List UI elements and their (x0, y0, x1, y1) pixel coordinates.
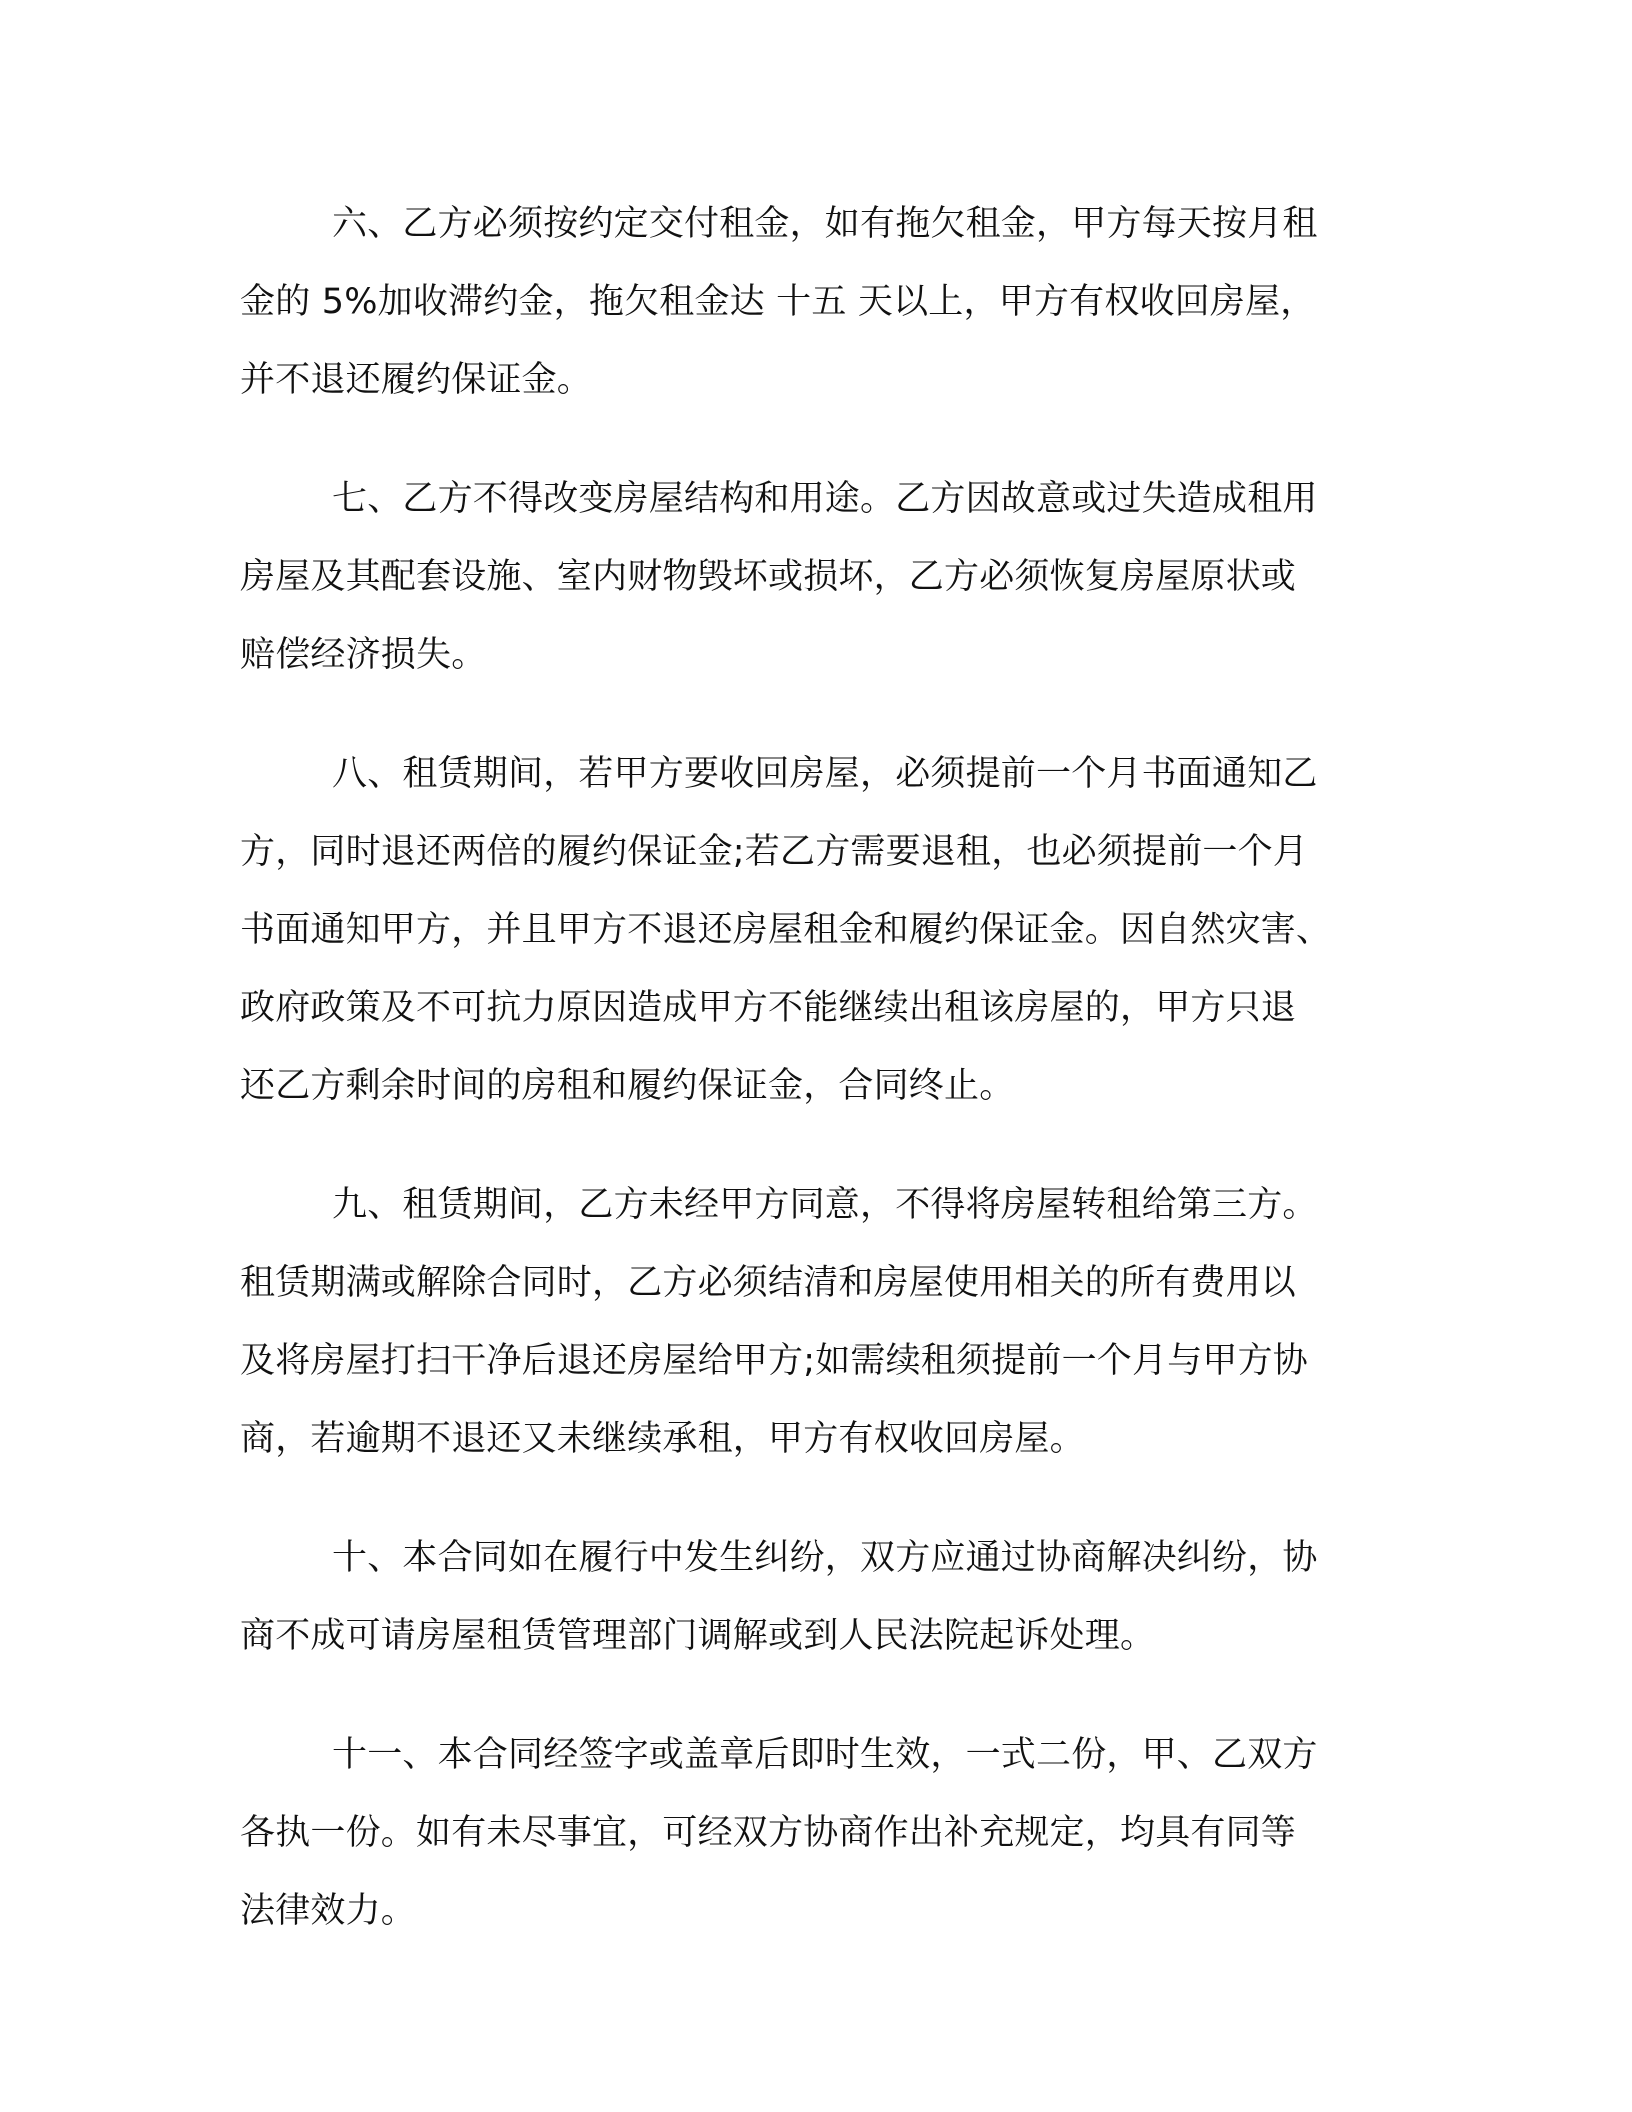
clause-line: 租赁期满或解除合同时，乙方必须结清和房屋使用相关的所有费用以 (240, 1263, 1297, 1303)
clause-9 (240, 1166, 1380, 1478)
clause-8 (240, 735, 1380, 1125)
clause-7 (240, 460, 1380, 694)
clause-line: 政府政策及不可抗力原因造成甲方不能继续出租该房屋的，甲方只退 (240, 988, 1297, 1028)
clause-line: 十一、本合同经签字或盖章后即时生效，一式二份，甲、乙双方 (332, 1735, 1318, 1775)
clause-line: 金的 5%加收滞约金，拖欠租金达 十五 天以上，甲方有权收回房屋， (240, 282, 1316, 322)
clause-line: 商，若逾期不退还又未继续承租，甲方有权收回房屋。 (240, 1419, 1085, 1459)
clause-line: 九、租赁期间，乙方未经甲方同意，不得将房屋转租给第三方。 (332, 1185, 1318, 1225)
contract-body (240, 185, 1380, 1991)
clause-line: 法律效力。 (240, 1891, 417, 1931)
clause-line: 商不成可请房屋租赁管理部门调解或到人民法院起诉处理。 (240, 1616, 1156, 1656)
clause-line: 六、乙方必须按约定交付租金，如有拖欠租金，甲方每天按月租 (332, 204, 1318, 244)
clause-line: 及将房屋打扫干净后退还房屋给甲方;如需续租须提前一个月与甲方协 (240, 1341, 1308, 1381)
clause-line: 各执一份。如有未尽事宜，可经双方协商作出补充规定，均具有同等 (240, 1813, 1297, 1853)
clause-line: 房屋及其配套设施、室内财物毁坏或损坏，乙方必须恢复房屋原状或 (240, 557, 1297, 597)
clause-line: 并不退还履约保证金。 (240, 360, 593, 400)
clause-line: 十、本合同如在履行中发生纠纷，双方应通过协商解决纠纷，协 (332, 1538, 1318, 1578)
clause-10 (240, 1519, 1380, 1675)
clause-11 (240, 1716, 1380, 1950)
clause-line: 七、乙方不得改变房屋结构和用途。乙方因故意或过失造成租用 (332, 479, 1318, 519)
clause-line: 赔偿经济损失。 (240, 635, 487, 675)
clause-line: 还乙方剩余时间的房租和履约保证金，合同终止。 (240, 1066, 1015, 1106)
clause-line: 书面通知甲方，并且甲方不退还房屋租金和履约保证金。因自然灾害、 (240, 910, 1332, 950)
clause-6 (240, 185, 1380, 419)
clause-line: 八、租赁期间，若甲方要收回房屋，必须提前一个月书面通知乙 (332, 754, 1318, 794)
clause-line: 方，同时退还两倍的履约保证金;若乙方需要退租，也必须提前一个月 (240, 832, 1308, 872)
